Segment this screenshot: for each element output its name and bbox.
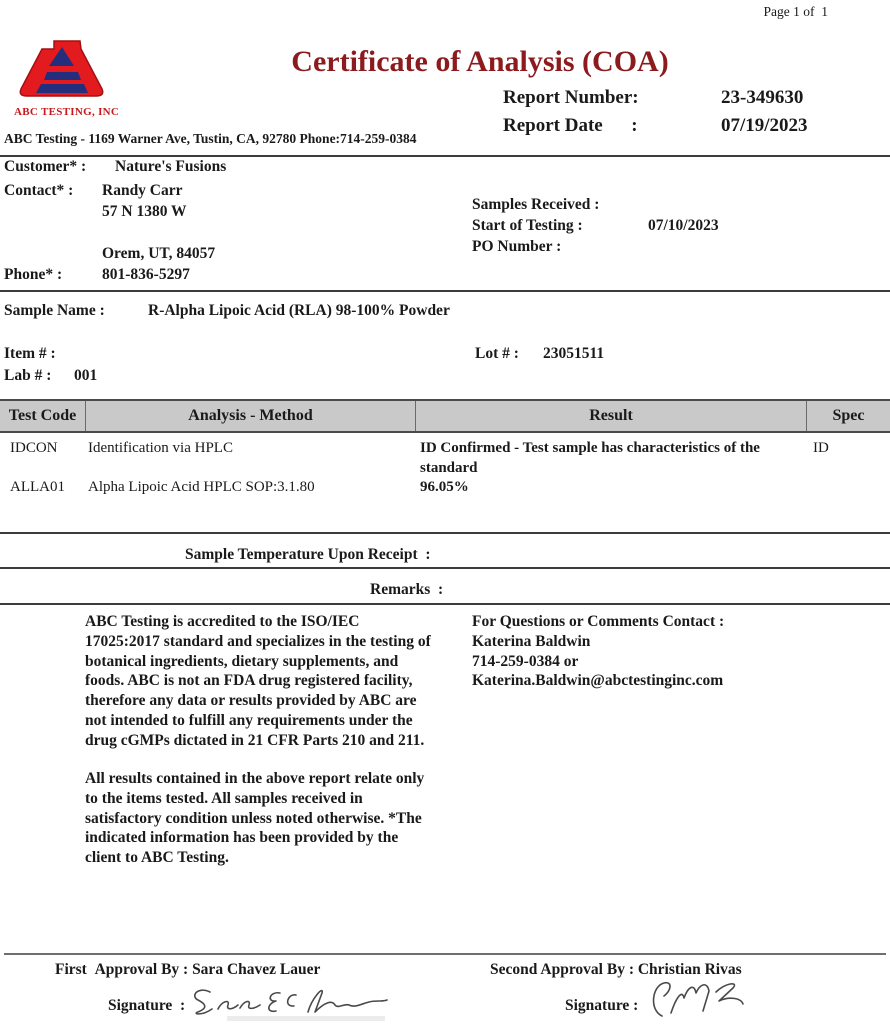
first-signature-underline: [227, 1016, 385, 1021]
footer-divider: [4, 953, 886, 955]
results-disclaimer-paragraph: [85, 769, 455, 868]
cell-spec: ID: [813, 440, 829, 456]
second-approval-label: Second Approval By : Christian Rivas: [490, 961, 742, 978]
report-date-label: Report Date :: [503, 115, 638, 136]
contact-email: Katerina.Baldwin@abctestinginc.com: [472, 672, 724, 690]
report-date-row: [503, 112, 888, 140]
customer-city: Orem, UT, 84057: [102, 245, 216, 262]
sample-name-label: Sample Name :: [4, 302, 105, 319]
questions-contact-block: [472, 612, 724, 691]
paragraph-line: client to ABC Testing.: [85, 849, 229, 867]
customer-street: 57 N 1380 W: [102, 203, 187, 220]
col-header-analysis-method: Analysis - Method: [85, 401, 415, 431]
col-header-result: Result: [415, 401, 806, 431]
paragraph-line: All results contained in the above report relate only: [85, 770, 425, 787]
paragraph-line: botanical ingredients, dietary supplements, and: [85, 652, 399, 670]
sample-temperature-label: Sample Temperature Upon Receipt :: [185, 546, 431, 563]
lab-value: 001: [74, 367, 98, 384]
lab-label: Lab # :: [4, 367, 52, 384]
page-number: Page 1 of 1: [763, 4, 828, 19]
results-table-header: [0, 399, 890, 433]
sample-name-value: R-Alpha Lipoic Acid (RLA) 98-100% Powder: [148, 302, 450, 319]
paragraph-line: to the items tested. All samples received in: [85, 789, 363, 807]
company-logo: [14, 40, 134, 118]
contact-label: Contact* :: [4, 182, 74, 199]
table-row: [0, 478, 890, 498]
divider: [0, 155, 890, 157]
paragraph-line: indicated information has been provided by the: [85, 829, 399, 847]
table-row: [0, 439, 890, 478]
item-label: Item # :: [4, 345, 56, 362]
second-signature-label: Signature :: [565, 997, 639, 1014]
customer-name: Nature's Fusions: [115, 158, 227, 175]
start-of-testing-label: Start of Testing :: [472, 217, 583, 234]
contact-phone: 714-259-0384 or: [472, 652, 579, 670]
paragraph-line: 17025:2017 standard and specializes in the testing of: [85, 632, 431, 650]
paragraph-line: not intended to fulfill any requirements under the: [85, 711, 413, 729]
divider: [0, 603, 890, 605]
report-number-row: [503, 84, 888, 112]
second-approver-signature-image: [646, 976, 761, 1024]
divider: [0, 290, 890, 292]
po-number-label: PO Number :: [472, 238, 562, 255]
lot-value: 23051511: [543, 345, 605, 362]
paragraph-line: drug cGMPs dictated in 21 CFR Parts 210 and 211.: [85, 731, 425, 749]
lab-address: ABC Testing - 1169 Warner Ave, Tustin, CA, 92780 Phone:714-259-0384: [4, 131, 417, 146]
contact-name: Randy Carr: [102, 182, 183, 199]
start-of-testing-value: 07/10/2023: [648, 217, 719, 234]
customer-label: Customer* :: [4, 158, 87, 175]
paragraph-line: foods. ABC is not an FDA drug registered facility,: [85, 672, 413, 690]
results-table: [0, 399, 890, 498]
report-number-value: 23-349630: [721, 87, 804, 108]
report-meta: [503, 84, 888, 140]
col-header-test-code: Test Code: [8, 407, 77, 424]
lot-label: Lot # :: [475, 345, 519, 362]
first-approval-label: First Approval By : Sara Chavez Lauer: [55, 961, 321, 978]
accreditation-paragraph: [85, 612, 455, 751]
logo-company-name: ABC TESTING, INC: [14, 106, 120, 118]
cell-result: 96.05%: [420, 479, 469, 495]
remarks-label: Remarks :: [370, 581, 444, 598]
cell-method: Identification via HPLC: [88, 440, 233, 456]
cell-result: ID Confirmed - Test sample has characteristics of the standard: [420, 440, 760, 476]
paragraph-line: therefore any data or results provided by ABC are: [85, 692, 417, 710]
cell-test-code: ALLA01: [10, 479, 65, 495]
report-date-value: 07/19/2023: [721, 115, 808, 136]
results-table-body: [0, 433, 890, 498]
cell-method: Alpha Lipoic Acid HPLC SOP:3.1.80: [88, 479, 315, 495]
col-header-spec: Spec: [806, 401, 890, 431]
phone-label: Phone* :: [4, 266, 63, 283]
paragraph-line: ABC Testing is accredited to the ISO/IEC: [85, 613, 360, 630]
first-signature-label: Signature :: [108, 997, 186, 1014]
divider: [0, 567, 890, 569]
phone-value: 801-836-5297: [102, 266, 190, 283]
document-title: Certificate of Analysis (COA): [291, 45, 669, 78]
cell-test-code: IDCON: [10, 440, 58, 456]
contact-heading: For Questions or Comments Contact :: [472, 613, 725, 630]
contact-person: Katerina Baldwin: [472, 632, 591, 650]
report-number-label: Report Number:: [503, 87, 639, 108]
paragraph-line: satisfactory condition unless noted otherwise. *The: [85, 809, 422, 827]
cell-spec: [806, 478, 890, 498]
samples-received-label: Samples Received :: [472, 196, 600, 213]
flask-logo-icon: [14, 40, 114, 98]
divider: [0, 532, 890, 534]
